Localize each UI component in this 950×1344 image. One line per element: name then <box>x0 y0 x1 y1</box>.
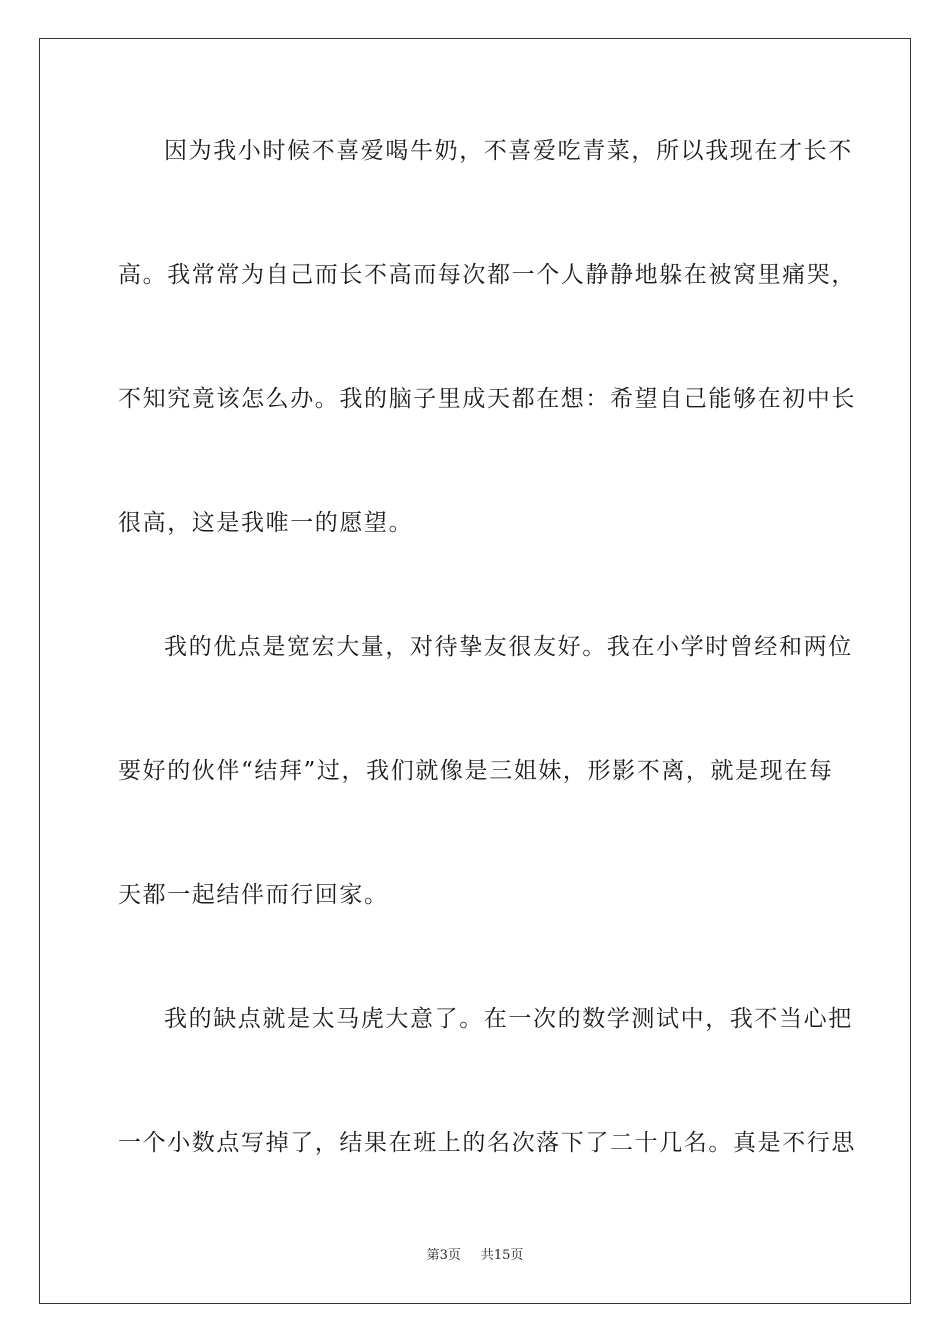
paragraph-1-line-2: 高。我常常为自己而长不高而每次都一个人静静地躲在被窝里痛哭， <box>118 262 856 288</box>
paragraph-3-line-1: 我的缺点就是太马虎大意了。在一次的数学测试中，我不当心把 <box>164 1006 853 1032</box>
page-footer <box>0 1247 950 1265</box>
page-border <box>39 38 911 1304</box>
page-number: 第3页 <box>426 1248 461 1263</box>
paragraph-2-line-1: 我的优点是宽宏大量，对待挚友很友好。我在小学时曾经和两位 <box>164 634 853 660</box>
paragraph-2-line-3: 天都一起结伴而行回家。 <box>118 882 389 908</box>
paragraph-1-line-3: 不知究竟该怎么办。我的脑子里成天都在想：希望自己能够在初中长 <box>118 386 856 412</box>
paragraph-1-line-1: 因为我小时候不喜爱喝牛奶，不喜爱吃青菜，所以我现在才长不 <box>164 138 853 164</box>
paragraph-3-line-2: 一个小数点写掉了，结果在班上的名次落下了二十几名。真是不行思 <box>118 1130 856 1156</box>
paragraph-1-line-4: 很高，这是我唯一的愿望。 <box>118 510 414 536</box>
page-total: 共15页 <box>480 1248 524 1263</box>
paragraph-2-line-2: 要好的伙伴“结拜”过，我们就像是三姐妹，形影不离，就是现在每 <box>118 758 834 784</box>
